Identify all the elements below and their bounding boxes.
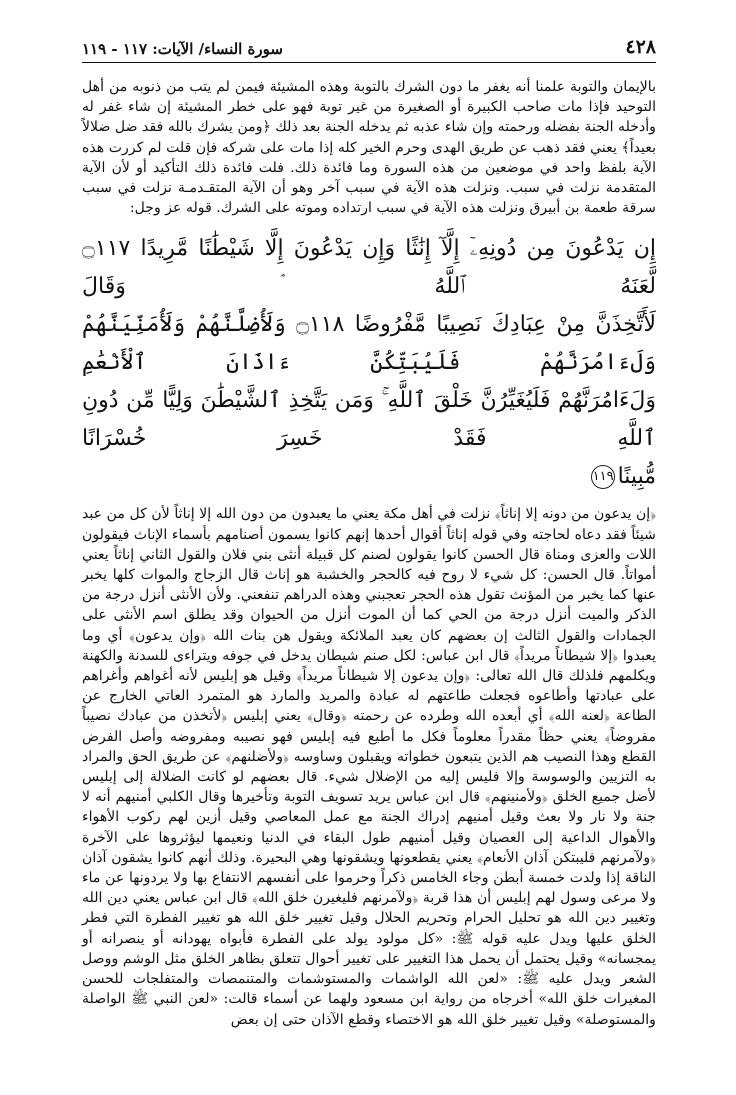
- intro-paragraph: بالإيمان والتوبة علمنا أنه يغفر ما دون الشرك بالتوبة وهذه المشيئة فيمن لم يتب من ذنوبه من أهل التوحيد فإذا مات صاحب الكبيرة أو الصغيرة من غير توبة فهو على خطر المشيئة إن شاء غفر له وأدخله الجنة بفضله ورحمته وإن شاء عذبه ثم يدخله الجنة بعد ذلك ﴿ومن يشرك بالله فقد ضل ضلالاً بعيداً﴾ يعني فقد ذهب عن طريق الهدى وحرم الخير كله إذا مات على شركه فإن قلت لم كررت هذه الآية بلفظ واحد في موضعين من هذه السورة وما فائدة ذلك. فلت فائدة ذلك التأكيد أو لأن الآية المتقدمة نزلت في سبب. ونزلت هذه الآية في سبب آخر وهو أن الآية المتقـدمـة نزلت في سبب سرقة طعمة بن أبيرق ونزلت هذه الآية في سبب ارتداده وموته على الشرك. قوله عز وجل:: [82, 79, 656, 217]
- running-title: سورة النساء/ الآيات: ١١٧ - ١١٩: [82, 40, 283, 58]
- verse-line-3: وَلَءَامُرَنَّهُمْ فَلَيُغَيِّرُنَّ خَلْقَ ٱللَّهِ ۚ وَمَن يَتَّخِذِ ٱلشَّيْطَٰنَ وَلِيًّا مِّن دُونِ ٱللَّهِ فَقَدْ خَسِرَ خُسْرَانًا: [82, 388, 656, 452]
- quran-verses: [82, 230, 656, 496]
- page-header: [82, 28, 656, 63]
- verse-line-4: [82, 458, 656, 496]
- main-text: [82, 77, 656, 1030]
- commentary-paragraph: ﴿إن يدعون من دونه إلا إناثاً﴾ نزلت في أهل مكة يعني ما يعبدون من دون الله إلا إناثاً لأن كل من عبد شيئاً فقد دعاه لحاجته وفي قوله إناثاً أقوال أحدها إنهم كانوا يسمون أصنامهم بأسماء الإناث فيقولون اللات والعزى ومناة قال الحسن كانوا يقولون لصنم كل قبيلة أنثى بني فلان والقول الثاني إناثاً يعني أمواتاً. قال الحسن: كل شيء لا روح فيه كالحجر والخشبة هو إناث قال الزجاج والموات كلها يخبر عنها كما يخبر من المؤنث تقول هذه الحجر تعجبني وهذه الدراهم تنفعني. ولأن الأنثى أنزل درجة من الذكر والميت أنزل درجة من الحي كما أن الموت أنزل من الحيوان وقد يطلق اسم الأنثى على الجمادات والقول الثالث إن بعضهم كان يعبد الملائكة ويقول هن بنات الله ﴿وإن يدعون﴾ أي وما يعبدوا ﴿إلا شيطاناً مريداً﴾ قال ابن عباس: لكل صنم شيطان يدخل في جوفه ويتراءى للسدنة والكهنة ويكلمهم فلذلك قال الله تعالى: ﴿وإن يدعون إلا شيطاناً مريداً﴾ وقيل هو إبليس لأنه أغواهم وأغراهم على عبادتها وأطاعوه فجعلت طاعتهم له عبادة والمريد والمارد هو المتمرد العاتي الخارج عن الطاعة ﴿لعنه الله﴾ أي أبعده الله وطرده عن رحمته ﴿وقال﴾ يعني إبليس ﴿لأتخذن من عبادك نصيباً مفروضاً﴾ يعني حظاً مقدراً معلوماً فكل ما أطيع فيه إبليس فهو نصيبه ومفروضه وأصل الفرض القطع وهذا النصيب هم الذين يتبعون خطواته ويقبلون وساوسه ﴿ولأضلنهم﴾ عن طريق الحق والمراد به التزيين والوسوسة وإلا فليس إليه من الإضلال شيء. قال بعضهم لو كانت الضلالة إلى إبليس لأضل جميع الخلق ﴿ولأمنينهم﴾ قال ابن عباس يريد تسويف التوبة وتأخيرها وقال الكلبي أمنيهم أنه لا جنة ولا نار ولا بعث وقيل أمنيهم إدراك الجنة مع عمل المعاصي وقيل أزين لهم ركوب الأهواء والأهوال الداعية إلى العصيان وقيل أمنيهم طول البقاء في الدنيا ونعيمها ليؤثروها على الآخرة ﴿ولآمرنهم فليبتكن آذان الأنعام﴾ يعني يقطعونها ويشقونها وهي البحيرة. وذلك أنهم كانوا يشقون آذان الناقة إذا ولدت خمسة أبطن وجاء الخامس ذكراً وحرموا على أنفسهم الانتفاع بها ولا يردونها عن ماء ولا مرعى وسول لهم إبليس أن هذا قربة ﴿ولآمرنهم فليغيرن خلق الله﴾ قال ابن عباس يعني دين الله وتغيير دين الله هو تحليل الحرام وتحريم الحلال وقيل تغيير خلق الله هو تغيير الفطرة التي فطر الخلق عليها ويدل عليه قوله ﷺ: «كل مولود يولد على الفطرة فأبواه يهودانه أو ينصرانه أو يمجسانه» وقيل يحتمل أن يحمل هذا التغيير على تغيير أحوال تتعلق بظاهر الخلق مثل الوشم ووصل الشعر ويدل عليه ﷺ: «لعن الله الواشمات والمستوشمات والمتنمصات والمتفلجات للحسن المغيرات خلق الله» أخرجاه من رواية ابن مسعود ولهما عن أسماء قالت: «لعن النبي ﷺ الواصلة والمستوصلة» وقيل تغيير خلق الله هو الاختصاء وقطع الآذان حتى إن بعض: [82, 506, 656, 1028]
- verse-line-2: لَأَتَّخِذَنَّ مِنْ عِبَادِكَ نَصِيبًا مَّفْرُوضًا ۝١١٨ وَلَأُضِلَّنَّهُمْ وَلَأُمَنِّيَنَّهُمْ وَلَءَامُرَنَّهُمْ فَلَيُبَتِّكُنَّ ءَاذَانَ ٱلْأَنْعَٰمِ: [82, 312, 656, 376]
- verse-line-4-text: مُّبِينًا: [617, 464, 656, 490]
- page-number: ٤٢٨: [625, 36, 656, 58]
- ayah-number-marker: ١١٩: [591, 465, 615, 489]
- verse-line-1: إِن يَدْعُونَ مِن دُونِهِۦٓ إِلَّآ إِنَٰثًا وَإِن يَدْعُونَ إِلَّا شَيْطَٰنًا مَّرِيدًا ۝١١٧ لَّعَنَهُ ٱللَّهُ ۘ وَقَالَ: [82, 236, 656, 300]
